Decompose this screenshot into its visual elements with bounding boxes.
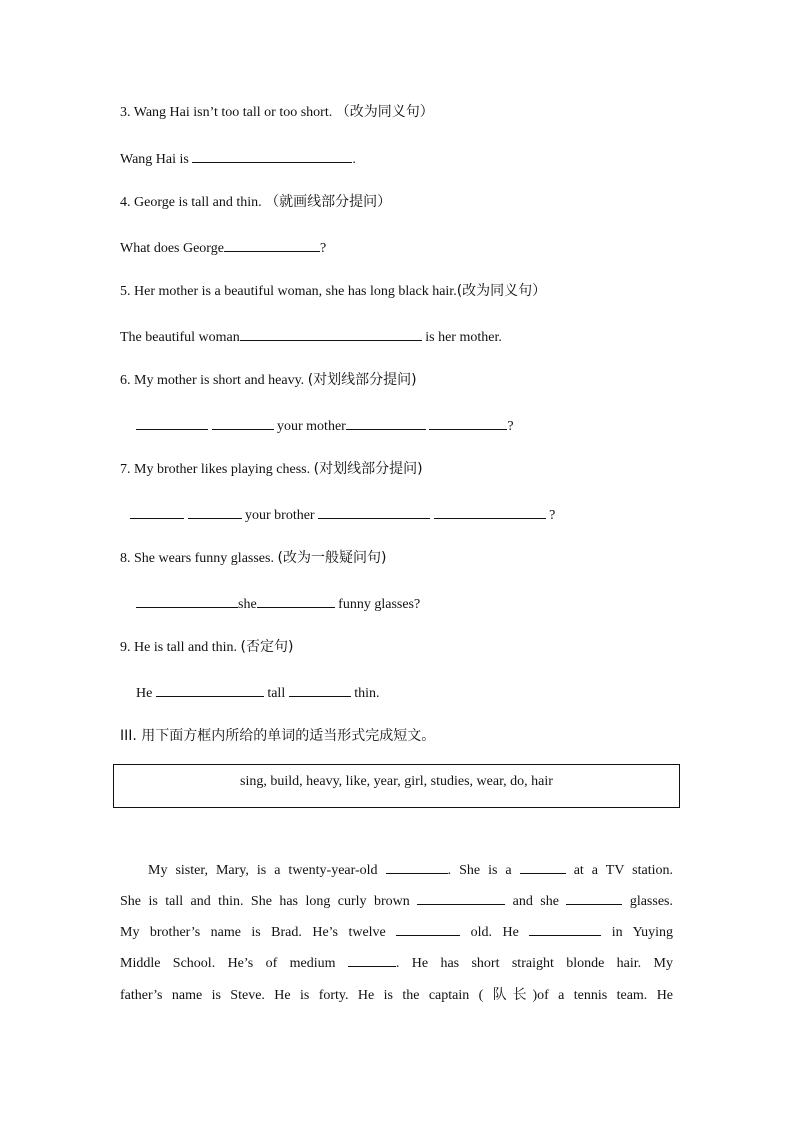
answer-7-blank-3[interactable] <box>318 504 430 519</box>
passage-line-2 <box>120 886 673 917</box>
question-9-prompt: 9. He is tall and thin. <box>120 640 238 655</box>
answer-6-blank-3[interactable] <box>346 415 426 430</box>
passage-text: old. He <box>470 925 519 940</box>
passage-blank-6[interactable] <box>529 921 601 936</box>
answer-8-mid: she <box>238 597 257 612</box>
answer-8-blank-1[interactable] <box>136 593 238 608</box>
answer-9-blank-2[interactable] <box>289 682 351 697</box>
question-4 <box>120 193 391 212</box>
passage-line-5 <box>120 980 673 1011</box>
answer-7-blank-4[interactable] <box>434 504 546 519</box>
passage-blank-1[interactable] <box>386 859 448 874</box>
question-5-note: (改为同义句） <box>456 283 547 299</box>
answer-9-mid: tall <box>267 686 286 701</box>
answer-5-start: The beautiful woman <box>120 330 240 345</box>
passage-text: glasses. <box>629 894 673 909</box>
passage-line-3 <box>120 917 673 948</box>
answer-6-mid: your mother <box>277 419 346 434</box>
question-3-note: （改为同义句） <box>335 104 434 120</box>
passage-blank-3[interactable] <box>417 890 505 905</box>
passage-blank-4[interactable] <box>566 890 622 905</box>
answer-6-blank-2[interactable] <box>212 415 274 430</box>
word-box: sing, build, heavy, like, year, girl, studies, wear, do, hair <box>113 764 680 808</box>
answer-3-start: Wang Hai is <box>120 152 189 167</box>
question-8-note: (改为一般疑问句) <box>277 550 387 566</box>
answer-9 <box>136 682 380 703</box>
passage-text: and she <box>512 894 559 909</box>
passage-text: My brother’s name is Brad. He’s twelve <box>120 925 386 940</box>
passage-text: Middle School. He’s of medium <box>120 956 336 971</box>
passage-blank-5[interactable] <box>396 921 460 936</box>
answer-8-blank-2[interactable] <box>257 593 335 608</box>
question-4-prompt: 4. George is tall and thin. <box>120 195 262 210</box>
passage-text: in Yuying <box>611 925 674 940</box>
answer-4-end: ? <box>319 241 327 256</box>
question-9 <box>120 638 293 657</box>
passage-blank-7[interactable] <box>348 952 396 967</box>
question-4-note: （就画线部分提问） <box>265 194 392 210</box>
answer-9-blank-1[interactable] <box>156 682 264 697</box>
passage-text: . She is a <box>447 863 512 878</box>
answer-9-end: thin. <box>354 686 380 701</box>
passage-text: She is tall and thin. She has long curly brown <box>120 894 410 909</box>
question-7-prompt: 7. My brother likes playing chess. <box>120 462 311 477</box>
section-3-heading <box>120 727 435 746</box>
answer-7-blank-1[interactable] <box>130 504 184 519</box>
answer-3 <box>120 148 356 169</box>
question-6-note: (对划线部分提问) <box>307 372 417 388</box>
answer-4-start: What does George <box>120 241 224 256</box>
answer-7-mid: your brother <box>245 508 315 523</box>
passage-line-1 <box>120 855 673 886</box>
answer-3-blank[interactable] <box>192 148 352 163</box>
question-5-prompt: 5. Her mother is a beautiful woman, she has long black hair. <box>120 284 457 299</box>
question-8-prompt: 8. She wears funny glasses. <box>120 551 274 566</box>
question-6-prompt: 6. My mother is short and heavy. <box>120 373 305 388</box>
answer-4-blank[interactable] <box>224 237 320 252</box>
question-7-note: (对划线部分提问) <box>313 461 423 477</box>
question-9-note: (否定句) <box>240 639 294 655</box>
answer-3-end: . <box>352 152 356 167</box>
answer-5-blank[interactable] <box>240 326 422 341</box>
question-5 <box>120 282 546 301</box>
answer-5 <box>120 326 502 347</box>
answer-5-end: is her mother. <box>425 330 502 345</box>
question-3 <box>120 103 434 122</box>
answer-7 <box>130 504 555 525</box>
passage-chinese-gloss: 队长 <box>492 987 533 1003</box>
question-7 <box>120 460 423 479</box>
answer-7-blank-2[interactable] <box>188 504 242 519</box>
question-8 <box>120 549 386 568</box>
answer-8 <box>136 593 420 614</box>
answer-4 <box>120 237 326 258</box>
section-3-heading-text: III. 用下面方框内所给的单词的适当形式完成短文。 <box>120 728 436 744</box>
passage-text: )of a tennis team. He <box>532 988 674 1003</box>
answer-6-end: ? <box>507 419 514 434</box>
answer-7-end: ? <box>549 508 556 523</box>
question-3-prompt: 3. Wang Hai isn’t too tall or too short. <box>120 105 333 120</box>
question-6 <box>120 371 417 390</box>
passage-text: . He has short straight blonde hair. My <box>395 956 673 971</box>
passage-blank-2[interactable] <box>520 859 566 874</box>
answer-9-start: He <box>136 686 153 701</box>
answer-6 <box>136 415 514 436</box>
answer-6-blank-4[interactable] <box>429 415 507 430</box>
answer-6-blank-1[interactable] <box>136 415 208 430</box>
passage-line-4 <box>120 948 673 979</box>
passage-text: My sister, Mary, is a twenty-year-old <box>148 863 378 878</box>
passage-text: at a TV station. <box>573 863 674 878</box>
passage-text: father’s name is Steve. He is forty. He is the captain ( <box>120 988 484 1003</box>
answer-8-end: funny glasses? <box>338 597 421 612</box>
